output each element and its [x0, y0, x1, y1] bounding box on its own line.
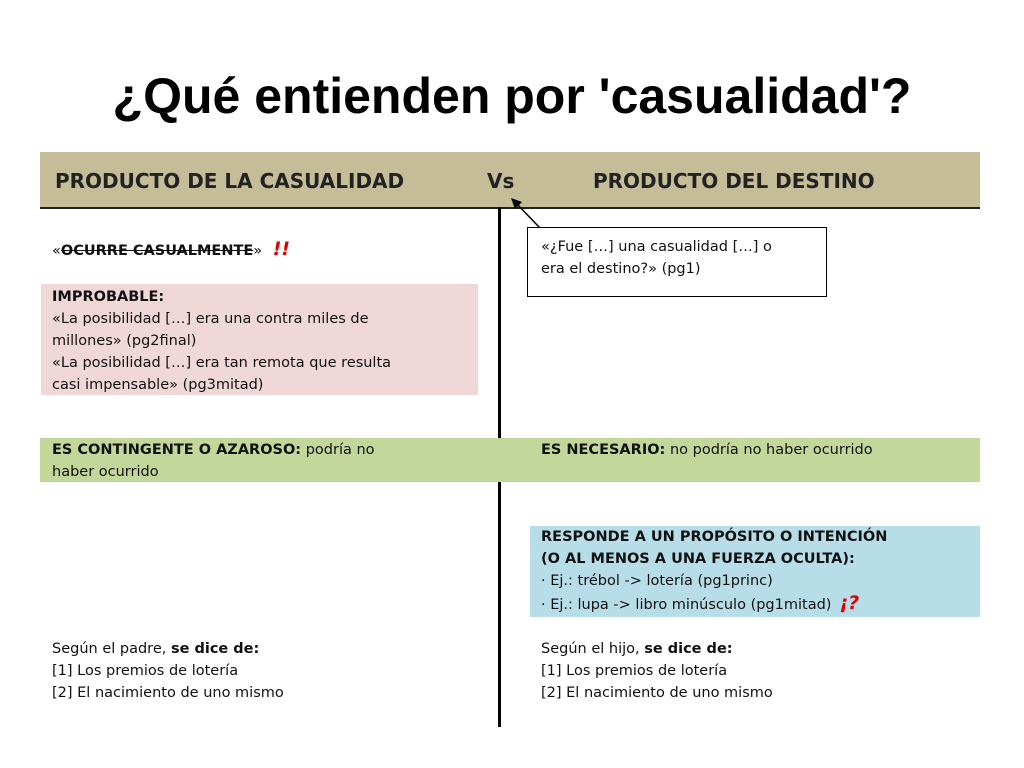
improbable-line: millones» (pg2final)	[52, 333, 197, 349]
header-left-label: PRODUCTO DE LA CASUALIDAD	[55, 169, 405, 193]
list-item: · Ej.: trébol -> lotería (pg1princ)	[541, 573, 773, 589]
necesario-text: ES NECESARIO: no podría no haber ocurrido	[541, 442, 873, 458]
list-item: [2] El nacimiento de uno mismo	[52, 685, 284, 701]
question-mark: ¡?	[839, 592, 860, 614]
list-item: [2] El nacimiento de uno mismo	[541, 685, 773, 701]
segun-padre: Según el padre, se dice de: [1] Los premios de lotería [2] El nacimiento de uno mismo	[52, 638, 284, 704]
list-item: · Ej.: lupa -> libro minúsculo (pg1mitad)	[541, 597, 832, 613]
improbable-line: «La posibilidad […] era una contra miles de	[52, 311, 369, 327]
quote-text: «¿Fue […] una casualidad […] o era el destino?» (pg1)	[541, 239, 772, 277]
header-right-label: PRODUCTO DEL DESTINO	[593, 169, 875, 193]
list-item: [1] Los premios de lotería	[52, 663, 239, 679]
improbable-heading: IMPROBABLE:	[52, 289, 165, 305]
ocurre-casualmente: «OCURRE CASUALMENTE» !!	[52, 238, 291, 260]
exclamation-mark: !!	[272, 238, 291, 260]
improbable-line: casi impensable» (pg3mitad)	[52, 377, 264, 393]
improbable-line: «La posibilidad […] era tan remota que resulta	[52, 355, 392, 371]
slide-title: ¿Qué entienden por 'casualidad'?	[112, 68, 912, 124]
proposito-text: RESPONDE A UN PROPÓSITO O INTENCIÓN (O AL MENOS A UNA FUERZA OCULTA): · Ej.: trébol -> lotería (pg1princ) · Ej.: lupa -> libro minúsculo (pg1mitad) ¡?	[541, 529, 888, 614]
header-vs-label: Vs	[487, 169, 515, 193]
contingente-text: ES CONTINGENTE O AZAROSO: podría no haber ocurrido	[52, 442, 375, 480]
list-item: [1] Los premios de lotería	[541, 663, 728, 679]
segun-hijo: Según el hijo, se dice de: [1] Los premios de lotería [2] El nacimiento de uno mismo	[541, 638, 773, 704]
